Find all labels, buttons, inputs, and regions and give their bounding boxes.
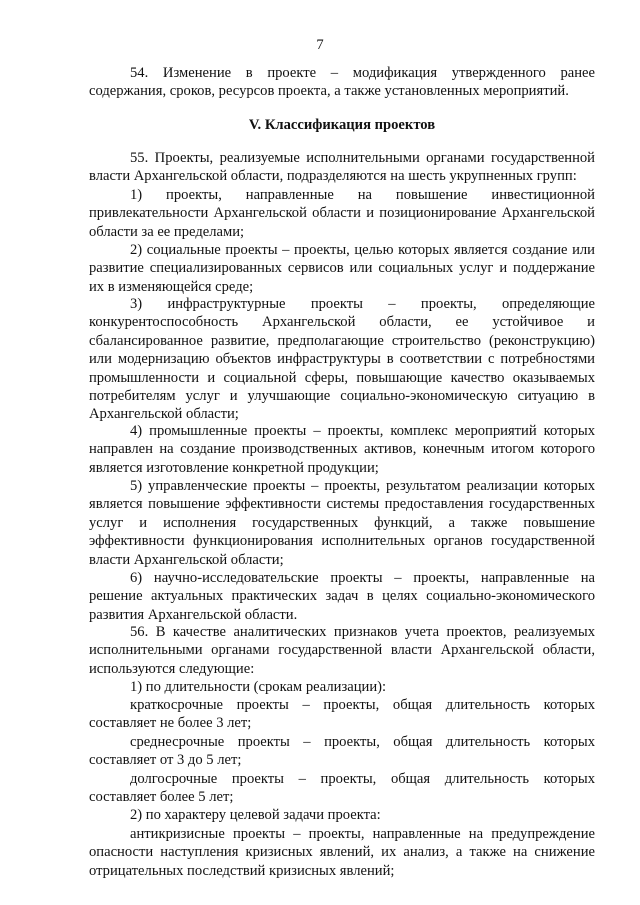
term-long: долгосрочные проекты – проекты, общая длительность которых составляет более 5 лет; <box>89 771 595 806</box>
list-item-1: 1) проекты, направленные на повышение инвестиционной привлекательности Архангельской области и позиционирование Архангельской области за ее пределами; <box>89 187 595 240</box>
criterion-1: 1) по длительности (срокам реализации): <box>130 679 387 695</box>
section-heading: V. Классификация проектов <box>248 117 436 133</box>
criterion-2: 2) по характеру целевой задачи проекта: <box>130 807 381 823</box>
list-item-4: 4) промышленные проекты – проекты, комплекс мероприятий которых направлен на создание производственных активов, конечным итогом которого является изготовление конкретной продукции; <box>89 423 595 476</box>
list-item-3: 3) инфраструктурные проекты – проекты, определяющие конкурентоспособность Архангельской области, ее устойчивое и сбалансированное развитие, предполагающие строительство (реконструкцию) или модернизацию объектов инфраструктуры в соответствии с потребностями промышленности и социальной сферы, повышающие качество оказываемых потребителям услуг и улучшающие социально-экономическую ситуацию в Архангельской области; <box>89 296 595 423</box>
page-number: 7 <box>316 37 324 53</box>
paragraph-56: 56. В качестве аналитических признаков учета проектов, реализуемых исполнительными органами государственной власти Архангельской области, используются следующие: <box>89 624 595 677</box>
anti-crisis-projects: антикризисные проекты – проекты, направленные на предупреждение опасности наступления кризисных явлений, их анализ, а также на снижение отрицательных последствий кризисных явлений; <box>89 826 595 879</box>
list-item-5: 5) управленческие проекты – проекты, результатом реализации которых является повышение эффективности системы предоставления государственных услуг и исполнения государственных функций, а также повышение эффективности функционирования исполнительных органов государственной власти Архангельской области; <box>89 478 595 568</box>
paragraph-55: 55. Проекты, реализуемые исполнительными органами государственной власти Архангельской области, подразделяются на шесть укрупненных групп: <box>89 150 595 185</box>
list-item-6: 6) научно-исследовательские проекты – проекты, направленные на решение актуальных практических задач в целях социально-экономического развития Архангельской области. <box>89 570 595 623</box>
paragraph-54: 54. Изменение в проекте – модификация утвержденного ранее содержания, сроков, ресурсов проекта, а также установленных мероприятий. <box>89 65 595 100</box>
term-medium: среднесрочные проекты – проекты, общая длительность которых составляет от 3 до 5 лет; <box>89 734 595 769</box>
term-short: краткосрочные проекты – проекты, общая длительность которых составляет не более 3 лет; <box>89 697 595 732</box>
list-item-2: 2) социальные проекты – проекты, целью которых является создание или развитие специализированных сервисов или социальных услуг и поддержание их в изменяющейся среде; <box>89 242 595 295</box>
